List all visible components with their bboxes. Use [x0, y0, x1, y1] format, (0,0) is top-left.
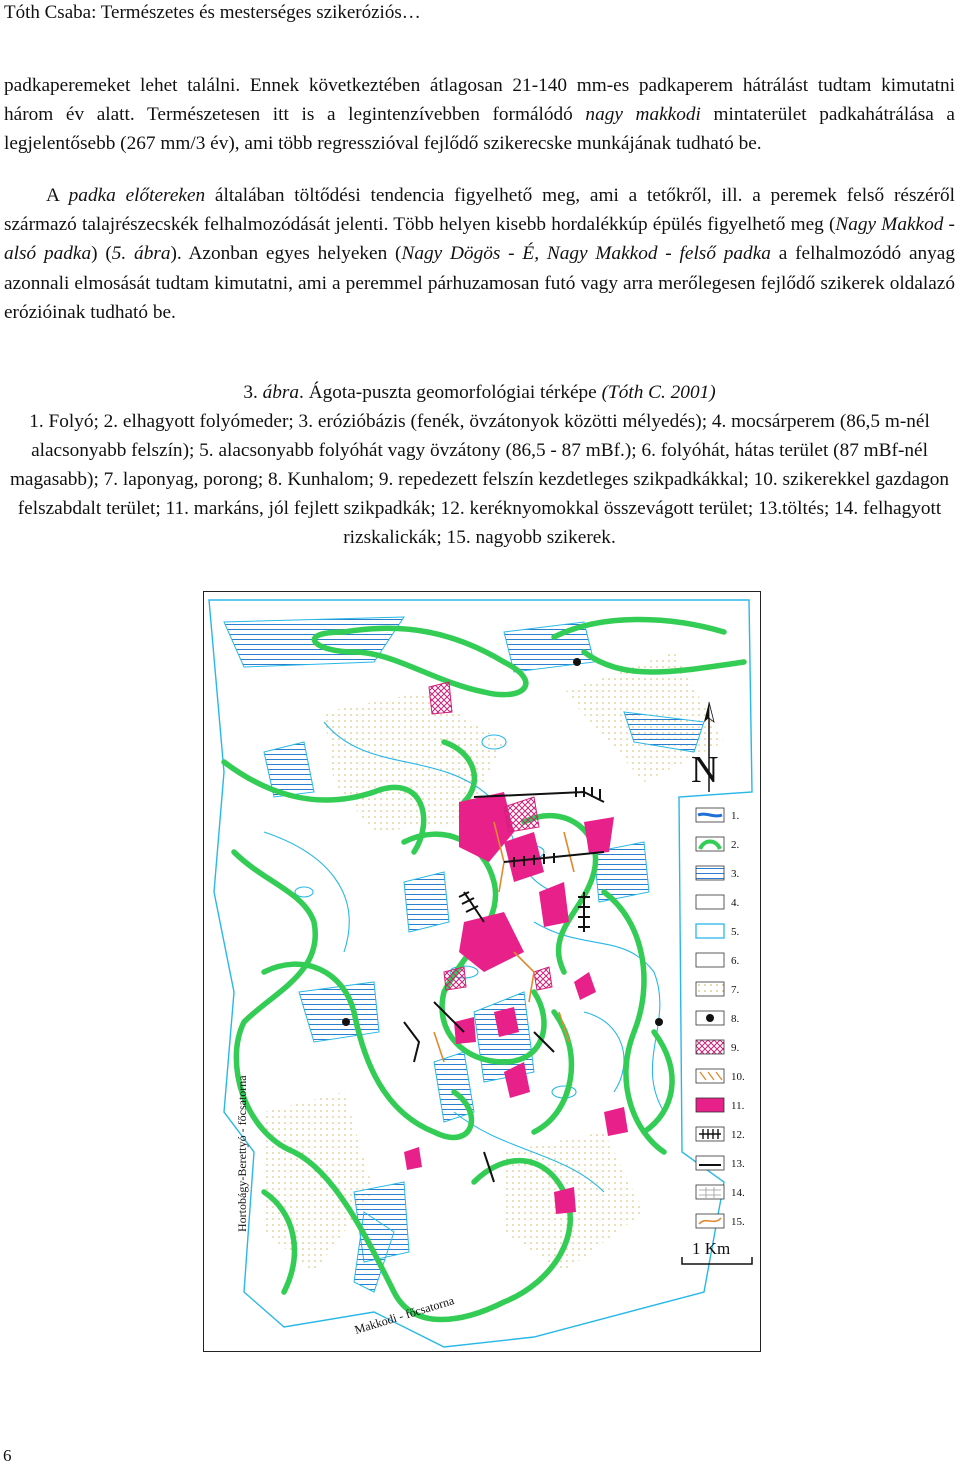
- map-legend: [696, 808, 745, 1228]
- svg-text:15.: 15.: [731, 1216, 745, 1228]
- svg-text:9.: 9.: [731, 1042, 740, 1054]
- legend-symbol-2: [696, 837, 724, 851]
- svg-text:14.: 14.: [731, 1187, 745, 1199]
- legend-labels: [731, 810, 745, 1228]
- map-graphic: [204, 592, 760, 1351]
- legend-symbol-11: [696, 1098, 724, 1112]
- svg-text:10.: 10.: [731, 1071, 745, 1083]
- scale-label: 1 Km: [692, 1239, 731, 1258]
- figure-legend-text: 1. Folyó; 2. elhagyott folyómeder; 3. erózióbázis (fenék, övzátonyok közötti mélyedés); 4. mocsárperem (86,5 m-nél alacsonyabb felszín); 5. alacsonyabb folyóhát vagy övzátony (86,5 - 87 mBf.); 6. folyóhát, hátas terület (87 mBf-nél magasabb); 7. laponyag, porong; 8. Kunhalom; 9. repedezett felszín kezdetleges szikpadkákkal; 10. szikerekkel gazdagon felszabdalt terület; 11. markáns, jól fejlett szikpadkák; 12. keréknyomokkal összevágott terület; 13.töltés; 14. felhagyott rizskalickák; 15. nagyobb szikerek.: [9, 411, 950, 548]
- running-header: Tóth Csaba: Természetes és mesterséges szikeróziós…: [4, 2, 421, 23]
- legend-symbol-6: [696, 953, 724, 967]
- svg-text:5.: 5.: [731, 926, 740, 938]
- svg-text:12.: 12.: [731, 1129, 745, 1141]
- svg-text:3.: 3.: [731, 868, 740, 880]
- channel-label-left: Hortobágy-Berettyó - főcsatorna: [235, 1075, 249, 1232]
- tire-tracks: [404, 787, 604, 1182]
- legend-symbol-4: [696, 895, 724, 909]
- figure-caption: [4, 378, 955, 552]
- legend-symbol-13: [696, 1156, 724, 1170]
- svg-text:7.: 7.: [731, 984, 740, 996]
- north-label: N: [691, 749, 719, 791]
- svg-text:1.: 1.: [731, 810, 740, 822]
- legend-symbol-5: [696, 924, 724, 938]
- paragraph-1: padkaperemeket lehet találni. Ennek következtében átlagosan 21-140 mm-es padkaperem hátrálást tudtam kimutatni három év alatt. Természetesen itt is a legintenzívebben formálódó nagy makkodi mintaterület padkahátrálása a legjelentősebb (267 mm/3 év), ami több regresszióval fejlődő szikerecske munkájának tudható be.: [4, 75, 955, 155]
- legend-symbol-12: [696, 1127, 724, 1141]
- page-number: 6: [3, 1446, 12, 1465]
- legend-symbol-3: [696, 866, 724, 880]
- legend-symbol-14: [696, 1185, 724, 1199]
- legend-symbol-7: [696, 982, 724, 996]
- figure-title: 3. ábra. Ágota-puszta geomorfológiai térképe (Tóth C. 2001): [243, 382, 716, 403]
- svg-text:4.: 4.: [731, 897, 740, 909]
- svg-text:8.: 8.: [731, 1013, 740, 1025]
- svg-text:6.: 6.: [731, 955, 740, 967]
- legend-symbol-8: [696, 1011, 724, 1025]
- svg-text:11.: 11.: [731, 1100, 745, 1112]
- svg-text:2.: 2.: [731, 839, 740, 851]
- svg-text:13.: 13.: [731, 1158, 745, 1170]
- paragraph-2: A padka előtereken általában töltődési tendencia figyelhető meg, ami a tetőkről, ill. a peremek felső részéről származó talajrészecskék felhalmozódását jelenti. Több helyen kisebb hordalékkúp épülés figyelhető meg (Nagy Makkod - alsó padka) (5. ábra). Azonban egyes helyeken (Nagy Dögös - É, Nagy Makkod - felső padka a felhalmozódó anyag azonnali elmosását tudtam kimutatni, ami a peremmel párhuzamosan futó vagy arra merőlegesen fejlődő szikerek oldalazó erózióinak tudható be.: [4, 185, 956, 323]
- scale-bar: [682, 1257, 752, 1264]
- legend-symbol-9: [696, 1040, 724, 1054]
- legend-symbol-15: [696, 1214, 724, 1228]
- legend-symbol-10: [696, 1069, 724, 1083]
- legend-symbol-1: [696, 808, 724, 822]
- channel-label-bottom: Makkodi - főcsatorna: [352, 1293, 456, 1337]
- geomorphological-map: [203, 591, 761, 1352]
